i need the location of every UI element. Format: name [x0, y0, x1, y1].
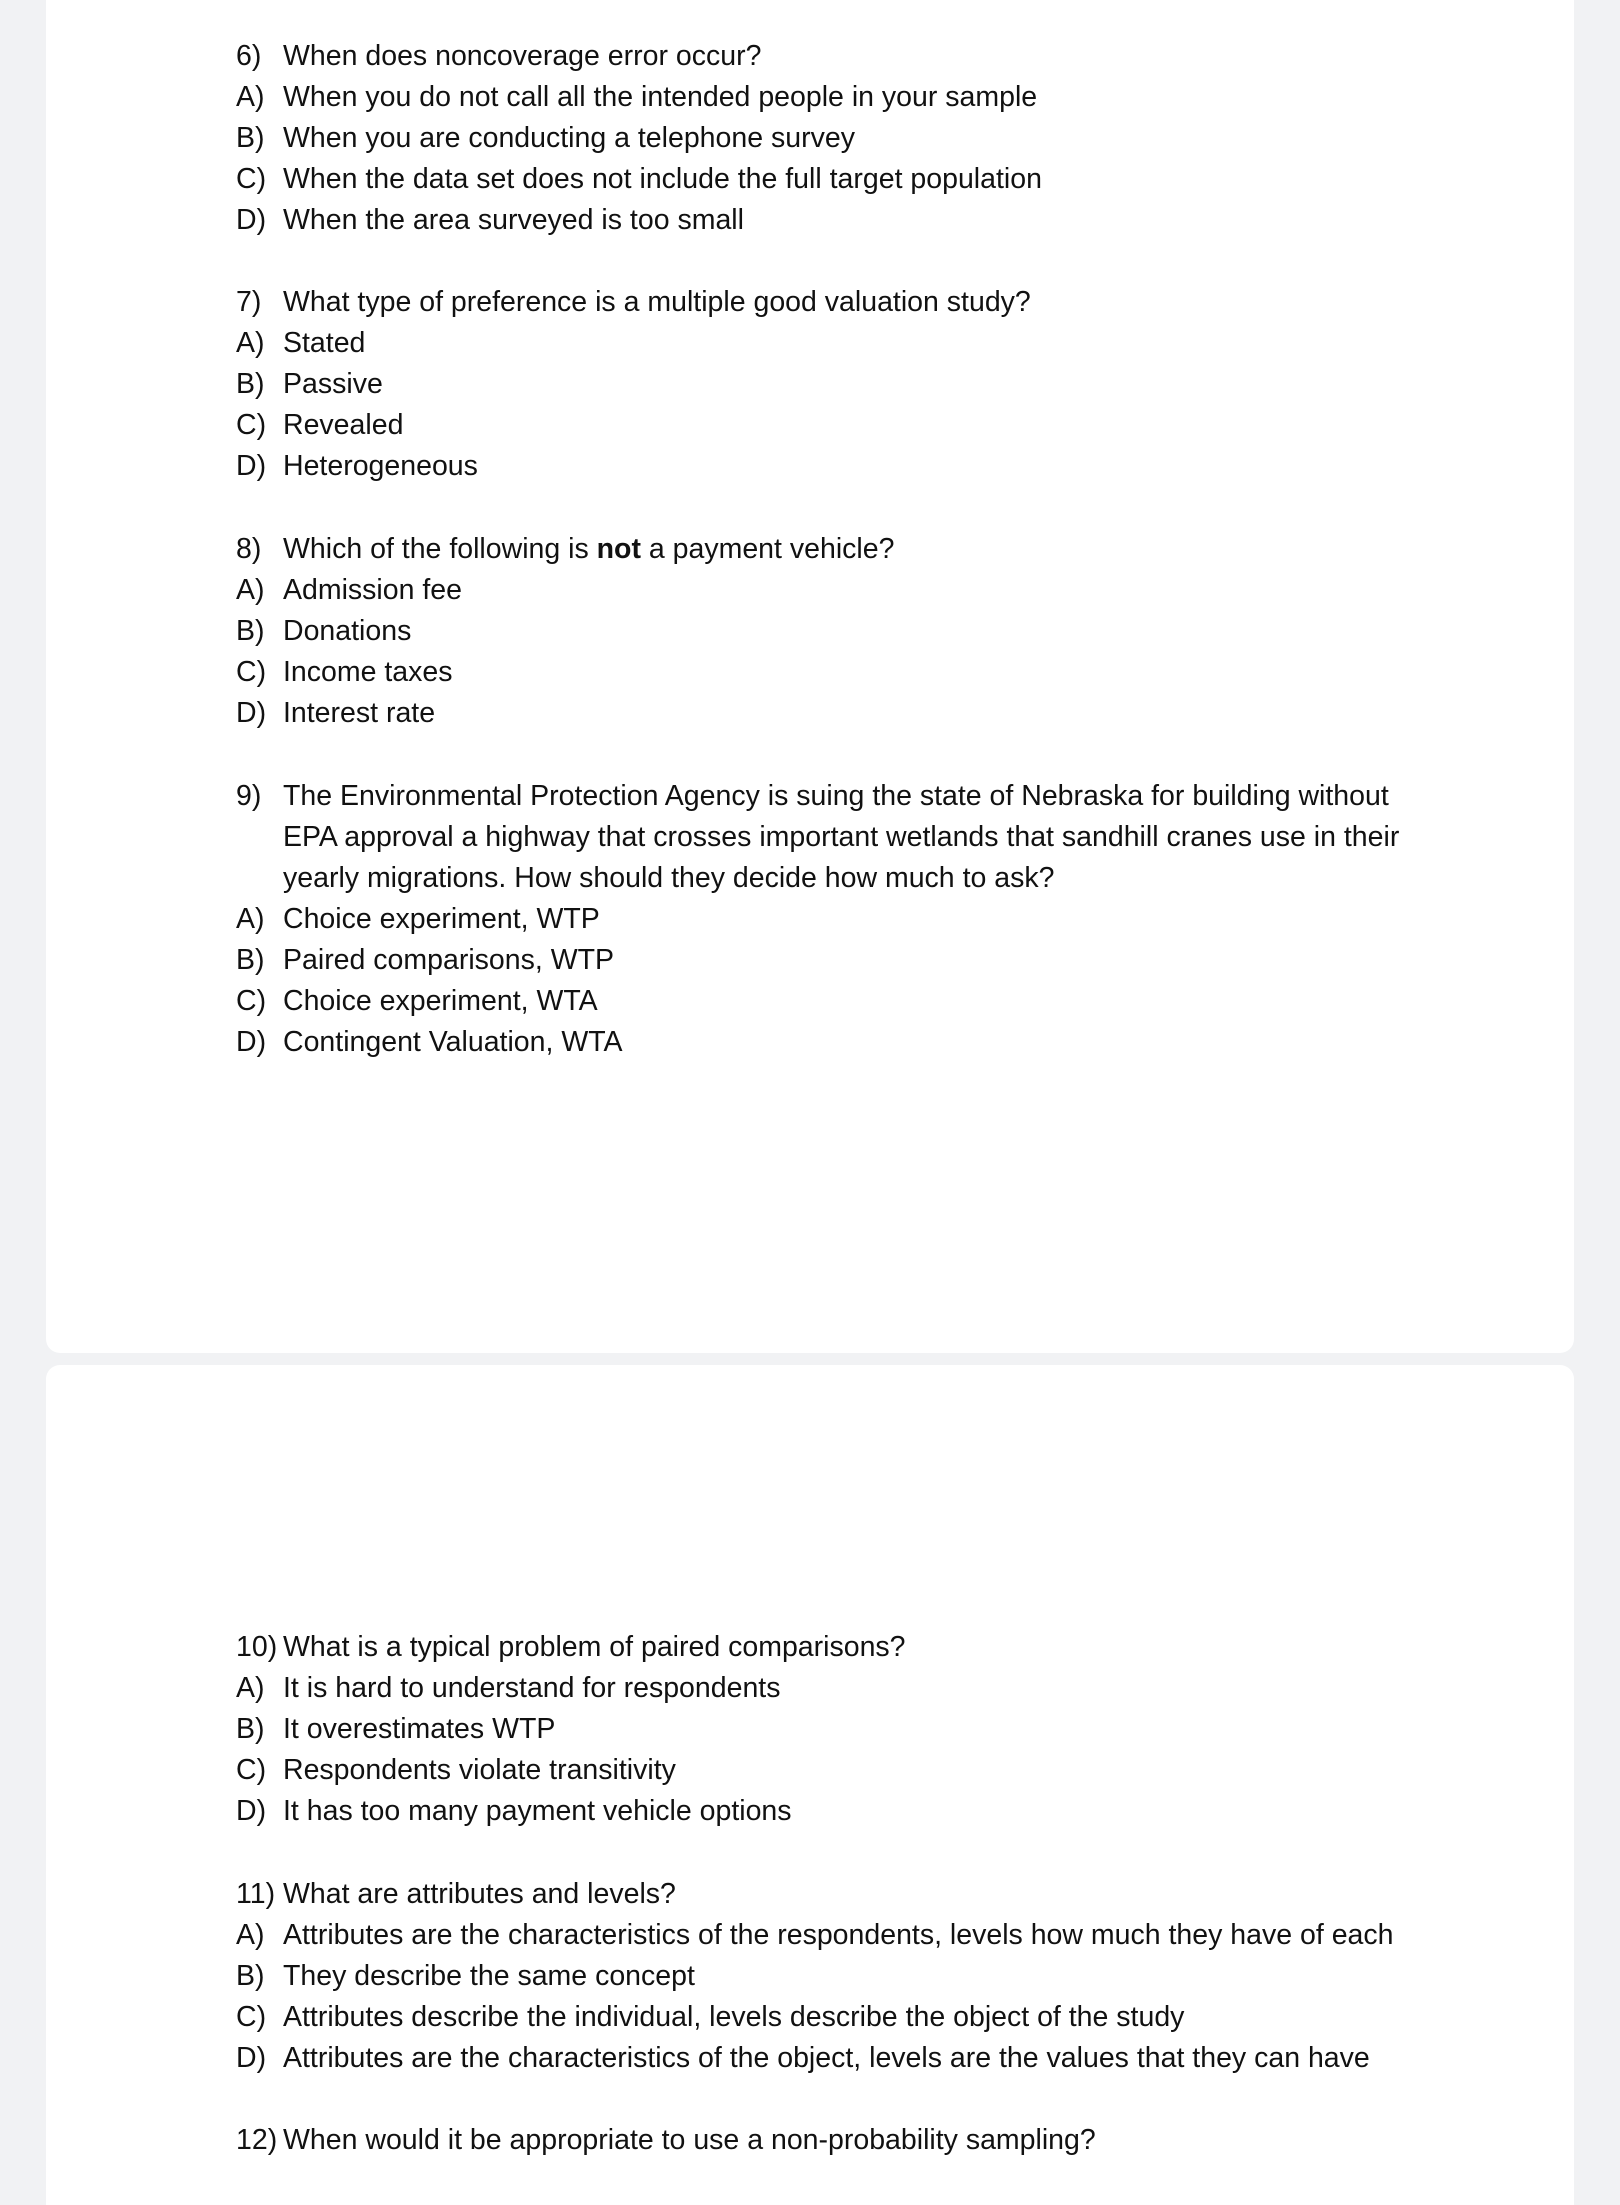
document-page-2 — [46, 1365, 1574, 2205]
question-number: 12) — [236, 2124, 278, 2156]
question-8 — [236, 529, 1486, 734]
question-stem — [236, 529, 1486, 570]
answer-option-d — [236, 2038, 1486, 2079]
option-text: Revealed — [283, 409, 404, 441]
option-letter: B) — [236, 1960, 265, 1992]
answer-option-a — [236, 570, 1486, 611]
question-stem — [236, 1627, 1486, 1668]
option-text: Passive — [283, 368, 383, 400]
option-text: Admission fee — [283, 574, 463, 606]
question-number: 8) — [236, 533, 262, 565]
option-letter: C) — [236, 985, 267, 1017]
answer-option-a — [236, 77, 1486, 118]
question-6 — [236, 36, 1486, 241]
option-letter: A) — [236, 1672, 265, 1704]
question-number: 9) — [236, 780, 262, 812]
answer-option-b — [236, 364, 1486, 405]
question-text: When does noncoverage error occur? — [283, 40, 762, 72]
option-text: It is hard to understand for respondents — [283, 1672, 781, 1704]
option-letter: C) — [236, 163, 267, 195]
question-stem — [236, 282, 1486, 323]
question-7 — [236, 282, 1486, 487]
answer-option-c — [236, 159, 1486, 200]
answer-option-c — [236, 652, 1486, 693]
option-letter: D) — [236, 1026, 267, 1058]
option-text: It has too many payment vehicle options — [283, 1795, 792, 1827]
option-text: Stated — [283, 327, 366, 359]
option-text: When you do not call all the intended people in your sample — [283, 81, 1038, 113]
question-stem — [236, 36, 1486, 77]
question-number: 7) — [236, 286, 262, 318]
answer-option-c — [236, 405, 1486, 446]
question-text: What is a typical problem of paired comparisons? — [283, 1631, 906, 1663]
option-text: Choice experiment, WTA — [283, 985, 598, 1017]
option-text: Income taxes — [283, 656, 453, 688]
option-text: Contingent Valuation, WTA — [283, 1026, 623, 1058]
answer-option-a — [236, 323, 1486, 364]
question-stem — [236, 1874, 1486, 1915]
emphasis-not: not — [596, 533, 641, 565]
option-letter: C) — [236, 409, 267, 441]
option-text: Choice experiment, WTP — [283, 903, 600, 935]
option-text: Interest rate — [283, 697, 436, 729]
question-text-end: a payment vehicle? — [640, 533, 895, 565]
answer-option-d — [236, 1791, 1486, 1832]
question-text: The Environmental Protection Agency is suing the state of Nebraska for building without EPA approval a highway that crosses important wetlands that sandhill cranes use in their yearly migrations. How should they decide how much to ask? — [283, 780, 1400, 894]
option-letter: B) — [236, 944, 265, 976]
question-12 — [236, 2120, 1486, 2161]
option-text: Attributes describe the individual, levels describe the object of the study — [283, 2001, 1185, 2033]
option-letter: D) — [236, 204, 267, 236]
answer-option-d — [236, 446, 1486, 487]
question-text: What type of preference is a multiple good valuation study? — [283, 286, 1031, 318]
answer-option-b — [236, 940, 1486, 981]
answer-option-a — [236, 1915, 1486, 1956]
option-text: They describe the same concept — [283, 1960, 695, 1992]
option-letter: A) — [236, 903, 265, 935]
answer-option-c — [236, 981, 1486, 1022]
option-text: Attributes are the characteristics of the respondents, levels how much they have of each — [283, 1919, 1394, 1951]
question-stem — [236, 776, 1486, 899]
question-text — [283, 529, 1486, 570]
answer-option-c — [236, 1997, 1486, 2038]
option-letter: D) — [236, 1795, 267, 1827]
question-number: 10) — [236, 1631, 278, 1663]
option-letter: B) — [236, 122, 265, 154]
option-letter: B) — [236, 615, 265, 647]
question-stem — [236, 2120, 1486, 2161]
option-text: When you are conducting a telephone survey — [283, 122, 855, 154]
option-text: Heterogeneous — [283, 450, 478, 482]
option-text: Paired comparisons, WTP — [283, 944, 615, 976]
answer-option-a — [236, 1668, 1486, 1709]
question-10 — [236, 1627, 1486, 1832]
answer-option-b — [236, 1709, 1486, 1750]
answer-option-b — [236, 611, 1486, 652]
option-letter: D) — [236, 2042, 267, 2074]
option-text: Respondents violate transitivity — [283, 1754, 676, 1786]
option-text: When the area surveyed is too small — [283, 204, 744, 236]
option-letter: A) — [236, 574, 265, 606]
question-text: What are attributes and levels? — [283, 1878, 676, 1910]
answer-option-d — [236, 1022, 1486, 1063]
question-number: 11) — [236, 1878, 276, 1910]
option-text: It overestimates WTP — [283, 1713, 556, 1745]
option-letter: A) — [236, 327, 265, 359]
question-9 — [236, 776, 1486, 1063]
option-letter: B) — [236, 368, 265, 400]
option-letter: D) — [236, 697, 267, 729]
answer-option-d — [236, 200, 1486, 241]
question-11 — [236, 1874, 1486, 2079]
answer-option-c — [236, 1750, 1486, 1791]
option-letter: A) — [236, 81, 265, 113]
option-text: When the data set does not include the full target population — [283, 163, 1042, 195]
option-letter: D) — [236, 450, 267, 482]
option-letter: A) — [236, 1919, 265, 1951]
question-number: 6) — [236, 40, 262, 72]
answer-option-b — [236, 118, 1486, 159]
answer-option-a — [236, 899, 1486, 940]
answer-option-d — [236, 693, 1486, 734]
option-letter: C) — [236, 1754, 267, 1786]
option-letter: B) — [236, 1713, 265, 1745]
answer-option-b — [236, 1956, 1486, 1997]
question-text: When would it be appropriate to use a non-probability sampling? — [283, 2124, 1096, 2156]
option-letter: C) — [236, 656, 267, 688]
option-text: Attributes are the characteristics of the object, levels are the values that they can have — [283, 2042, 1370, 2074]
option-letter: C) — [236, 2001, 267, 2033]
option-text: Donations — [283, 615, 412, 647]
question-text-start: Which of the following is — [283, 533, 597, 565]
document-page-1 — [46, 0, 1574, 1353]
